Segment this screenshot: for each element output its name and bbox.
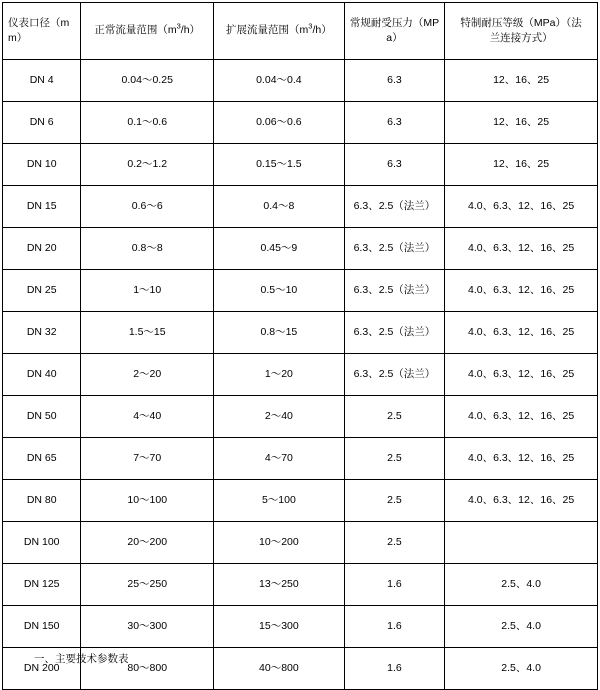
cell-extended-flow: 0.8～15 [214,312,345,354]
cell-extended-flow: 2～40 [214,396,345,438]
cell-special-pressure: 4.0、6.3、12、16、25 [445,396,598,438]
cell-diameter: DN 10 [3,144,81,186]
cell-standard-pressure: 6.3、2.5（法兰） [344,228,445,270]
cell-extended-flow: 5～100 [214,480,345,522]
column-header-special-pressure [445,3,598,60]
cell-diameter: DN 15 [3,186,81,228]
column-header-standard-pressure [344,3,445,60]
specification-table [2,2,598,690]
cell-special-pressure: 4.0、6.3、12、16、25 [445,312,598,354]
header-superscript-extended-flow: 3 [308,21,313,31]
cell-normal-flow: 30～300 [81,606,214,648]
cell-normal-flow: 25～250 [81,564,214,606]
cell-normal-flow: 4～40 [81,396,214,438]
cell-normal-flow: 10～100 [81,480,214,522]
cell-extended-flow: 13～250 [214,564,345,606]
cell-special-pressure: 4.0、6.3、12、16、25 [445,480,598,522]
cell-normal-flow: 20～200 [81,522,214,564]
table-row [3,186,598,228]
column-header-extended-flow [214,3,345,60]
cell-extended-flow: 15～300 [214,606,345,648]
cell-extended-flow: 0.15～1.5 [214,144,345,186]
header-text-special-pressure-b: 兰连接方式） [489,32,553,44]
table-row [3,312,598,354]
header-text-special-pressure-a: 特制耐压等级（MPa）（法 [460,16,582,29]
header-superscript-normal-flow: 3 [176,21,181,31]
cell-extended-flow: 10～200 [214,522,345,564]
cell-diameter: DN 80 [3,480,81,522]
table-row [3,270,598,312]
table-row [3,102,598,144]
cell-extended-flow: 4～70 [214,438,345,480]
footer-note: 一、主要技术参数表 [34,653,129,664]
cell-normal-flow: 7～70 [81,438,214,480]
header-text-diameter-b: m） [8,32,28,44]
cell-normal-flow: 1～10 [81,270,214,312]
table-row [3,354,598,396]
cell-standard-pressure: 6.3 [344,102,445,144]
cell-diameter: DN 4 [3,60,81,102]
cell-special-pressure: 12、16、25 [445,102,598,144]
cell-normal-flow: 0.6～6 [81,186,214,228]
table-row [3,522,598,564]
cell-normal-flow: 0.2～1.2 [81,144,214,186]
cell-standard-pressure: 1.6 [344,564,445,606]
cell-standard-pressure: 6.3 [344,60,445,102]
header-text-standard-pressure-b: a） [386,32,403,44]
cell-special-pressure: 4.0、6.3、12、16、25 [445,186,598,228]
cell-diameter: DN 150 [3,606,81,648]
header-row [3,3,598,60]
cell-normal-flow: 0.8～8 [81,228,214,270]
cell-normal-flow: 2～20 [81,354,214,396]
cell-normal-flow: 0.04～0.25 [81,60,214,102]
cell-extended-flow: 1～20 [214,354,345,396]
cell-special-pressure: 2.5、4.0 [445,564,598,606]
cell-diameter: DN 25 [3,270,81,312]
cell-diameter: DN 125 [3,564,81,606]
cell-special-pressure [445,522,598,564]
cell-extended-flow: 0.45～9 [214,228,345,270]
table-row [3,144,598,186]
cell-standard-pressure: 2.5 [344,480,445,522]
table-body [3,60,598,690]
cell-extended-flow: 40～800 [214,648,345,690]
cell-extended-flow: 0.06～0.6 [214,102,345,144]
cell-normal-flow: 80～800 [81,648,214,690]
cell-standard-pressure: 6.3、2.5（法兰） [344,186,445,228]
cell-standard-pressure: 1.6 [344,606,445,648]
cell-diameter: DN 50 [3,396,81,438]
table-row [3,228,598,270]
cell-extended-flow: 0.04～0.4 [214,60,345,102]
cell-extended-flow: 0.4～8 [214,186,345,228]
cell-diameter: DN 20 [3,228,81,270]
cell-normal-flow: 1.5～15 [81,312,214,354]
cell-standard-pressure: 6.3、2.5（法兰） [344,354,445,396]
header-text-normal-flow-a: 正常流量范围（m [94,24,177,37]
cell-standard-pressure: 6.3 [344,144,445,186]
cell-special-pressure: 12、16、25 [445,144,598,186]
table-row [3,564,598,606]
column-header-diameter [3,3,81,60]
cell-special-pressure: 4.0、6.3、12、16、25 [445,270,598,312]
table-row [3,480,598,522]
cell-special-pressure: 12、16、25 [445,60,598,102]
cell-extended-flow: 0.5～10 [214,270,345,312]
spec-sheet [0,2,600,674]
column-header-normal-flow [81,3,214,60]
header-text-extended-flow-a: 扩展流量范围（m [226,24,309,37]
cell-standard-pressure: 1.6 [344,648,445,690]
cell-special-pressure: 4.0、6.3、12、16、25 [445,228,598,270]
cell-standard-pressure: 6.3、2.5（法兰） [344,312,445,354]
cell-special-pressure: 2.5、4.0 [445,648,598,690]
cell-special-pressure: 2.5、4.0 [445,606,598,648]
header-text-standard-pressure-a: 常规耐受压力（MP [349,16,440,29]
cell-diameter: DN 100 [3,522,81,564]
cell-normal-flow: 0.1～0.6 [81,102,214,144]
header-text-extended-flow-b: /h） [312,24,332,37]
table-row [3,60,598,102]
cell-standard-pressure: 2.5 [344,396,445,438]
header-text-diameter-a: 仪表口径（m [8,16,70,29]
cell-diameter: DN 6 [3,102,81,144]
cell-standard-pressure: 6.3、2.5（法兰） [344,270,445,312]
cell-special-pressure: 4.0、6.3、12、16、25 [445,438,598,480]
header-text-normal-flow-b: /h） [180,24,201,37]
cell-standard-pressure: 2.5 [344,522,445,564]
table-header [3,3,598,60]
cell-diameter: DN 40 [3,354,81,396]
cell-diameter: DN 200 [3,648,81,690]
table-row [3,396,598,438]
cell-special-pressure: 4.0、6.3、12、16、25 [445,354,598,396]
cell-diameter: DN 32 [3,312,81,354]
cell-diameter: DN 65 [3,438,81,480]
cell-standard-pressure: 2.5 [344,438,445,480]
table-row [3,438,598,480]
table-row [3,606,598,648]
